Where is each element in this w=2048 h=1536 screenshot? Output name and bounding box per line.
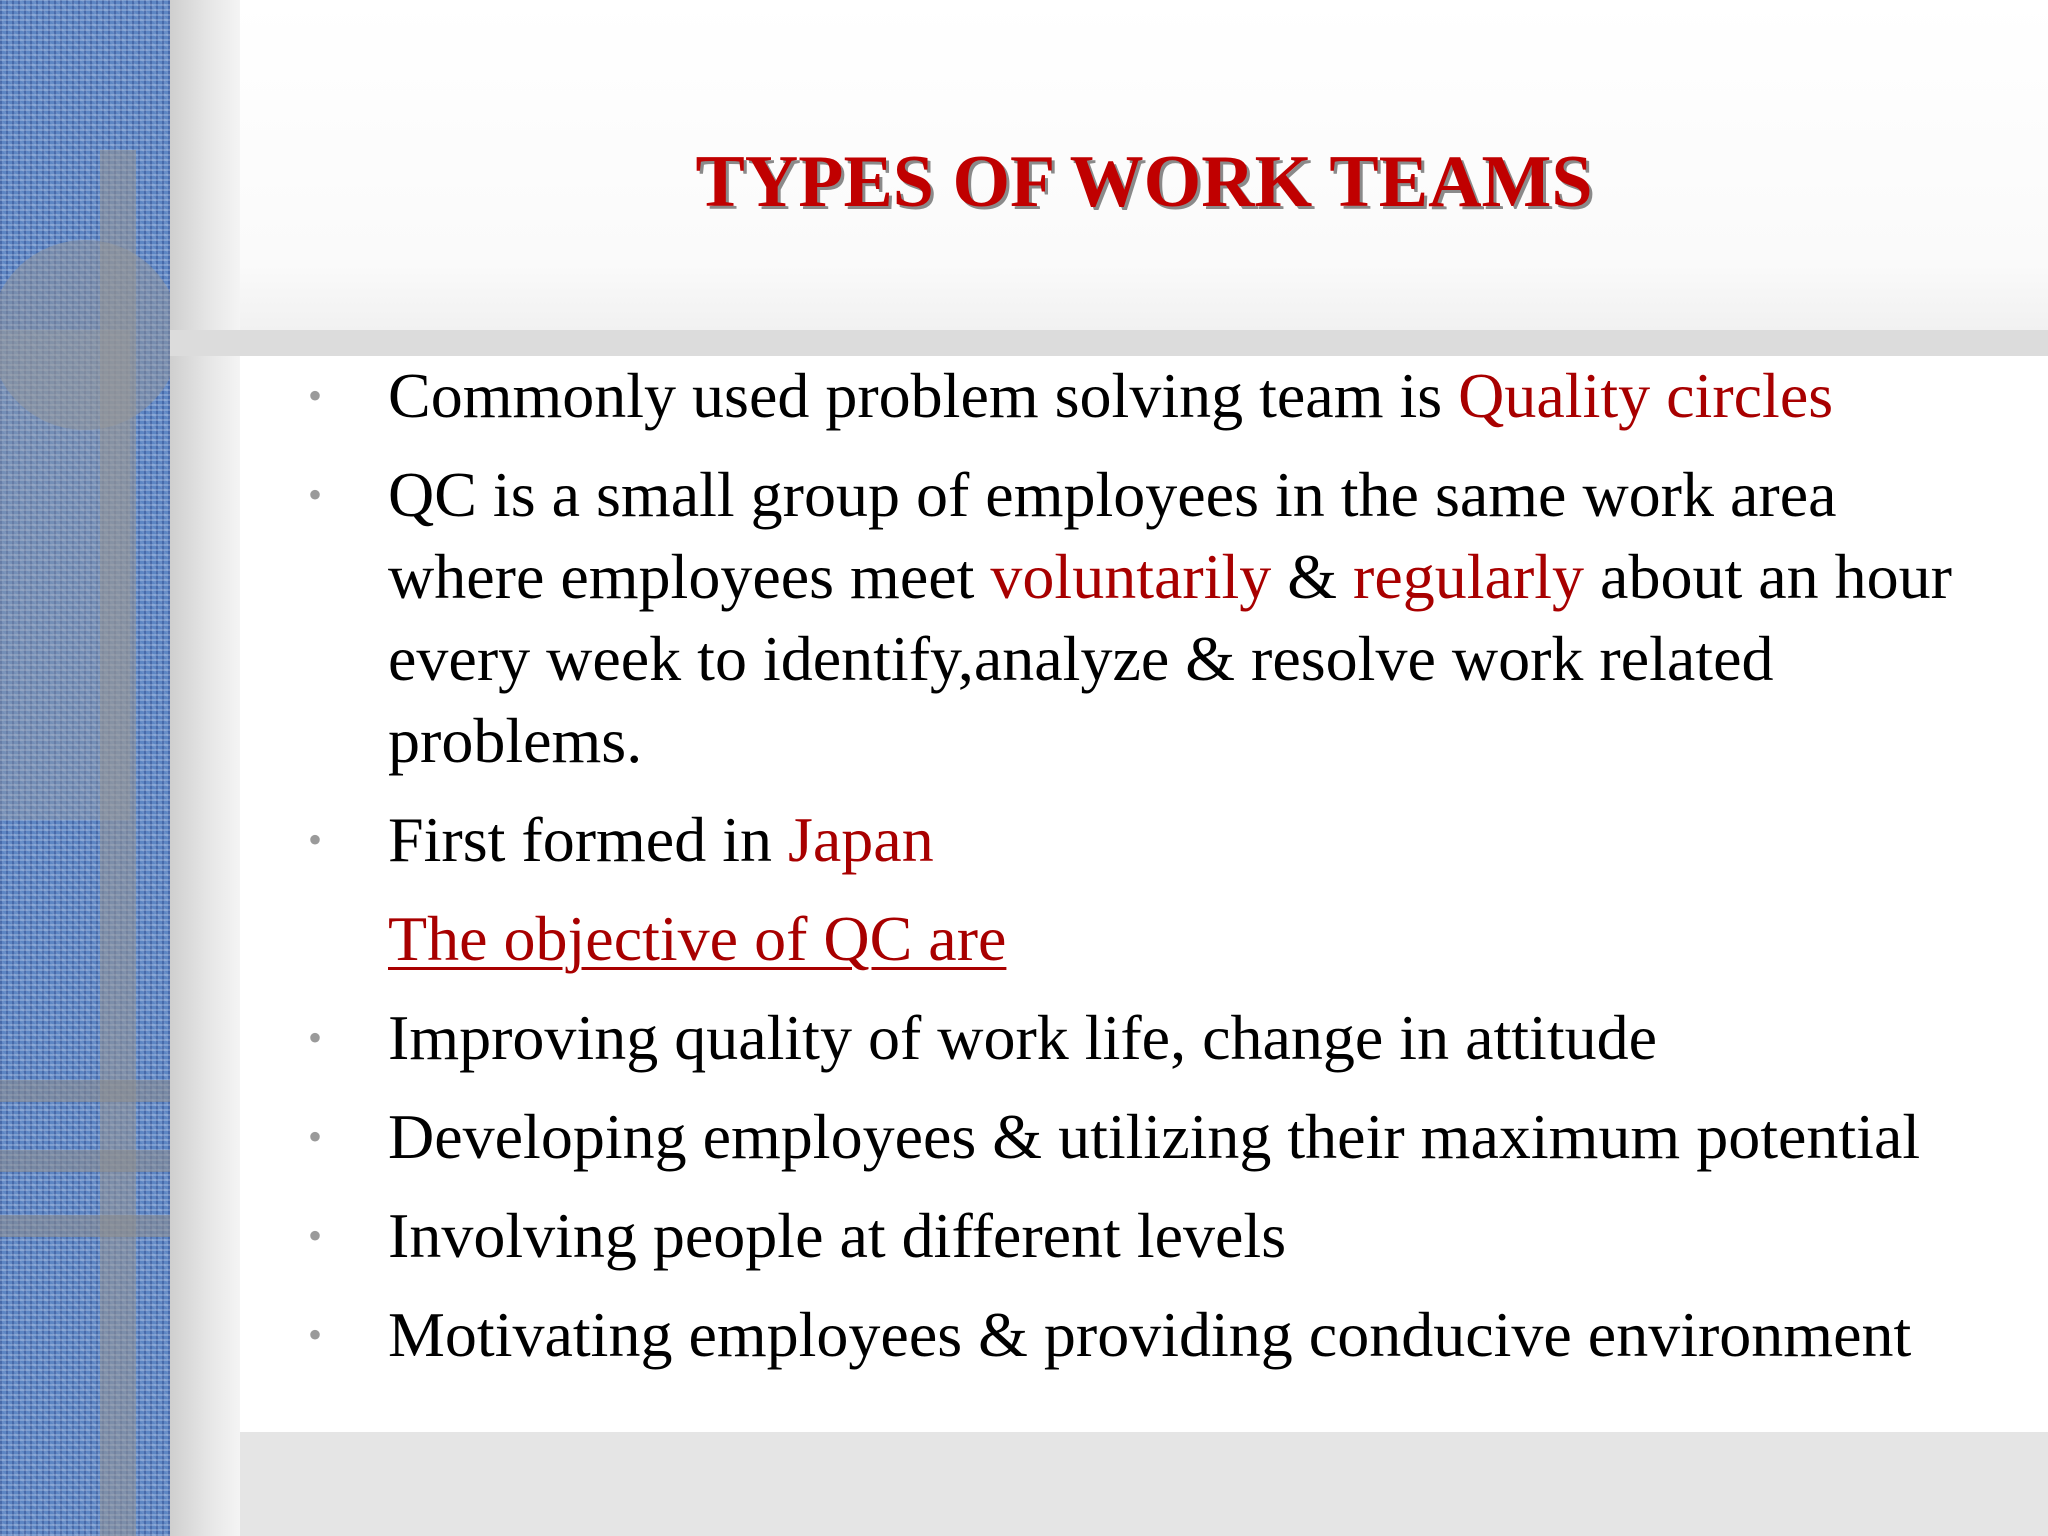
list-item — [300, 454, 2000, 782]
highlighted-term: Quality circles — [1458, 360, 1834, 431]
bullet-text: & — [1271, 541, 1354, 612]
list-item — [300, 997, 2000, 1079]
bullet-text: about an hour every week to identify,analyze & resolve work related problems. — [388, 541, 1952, 776]
list-item — [300, 1096, 2000, 1178]
decorative-texture-strip — [0, 0, 170, 1536]
list-item — [300, 1195, 2000, 1277]
list-item — [300, 1294, 2000, 1376]
decorative-vertical-bar — [100, 150, 136, 1536]
title-divider — [170, 330, 2048, 356]
bullet-text: Commonly used problem solving team is — [388, 360, 1459, 431]
subheading-text: The objective of QC are — [388, 903, 1007, 974]
bullet-text: Improving quality of work life, change in attitude — [388, 1002, 1657, 1073]
slide-title: TYPES OF WORK TEAMS — [695, 141, 1593, 223]
decorative-horizontal-bar — [0, 1215, 170, 1237]
bullet-text: First formed in — [388, 804, 788, 875]
highlighted-term: voluntarily — [990, 541, 1272, 612]
decorative-horizontal-bar — [0, 1150, 170, 1172]
bullet-text: Developing employees & utilizing their maximum potential — [388, 1101, 1921, 1172]
bullet-text: QC is a small group of employees in the same work area where employees meet — [388, 459, 1837, 612]
bullet-list — [300, 355, 2000, 1393]
decorative-gray-column — [170, 0, 240, 1536]
footer-band — [240, 1432, 2048, 1536]
highlighted-term: Japan — [787, 804, 934, 875]
list-subheading — [300, 898, 2000, 980]
highlighted-term: regularly — [1353, 541, 1585, 612]
decorative-horizontal-bar — [0, 1080, 170, 1102]
bullet-text: Involving people at different levels — [388, 1200, 1287, 1271]
bullet-dot-icon: • — [308, 817, 323, 862]
bullet-dot-icon: • — [308, 472, 323, 517]
list-item — [300, 355, 2000, 437]
bullet-dot-icon: • — [308, 1114, 323, 1159]
bullet-dot-icon: • — [308, 1015, 323, 1060]
list-item — [300, 799, 2000, 881]
bullet-dot-icon: • — [308, 373, 323, 418]
bullet-dot-icon: • — [308, 1312, 323, 1357]
decorative-circle — [0, 240, 180, 430]
bullet-text: Motivating employees & providing conducive environment — [388, 1299, 1912, 1370]
bullet-dot-icon: • — [308, 1213, 323, 1258]
